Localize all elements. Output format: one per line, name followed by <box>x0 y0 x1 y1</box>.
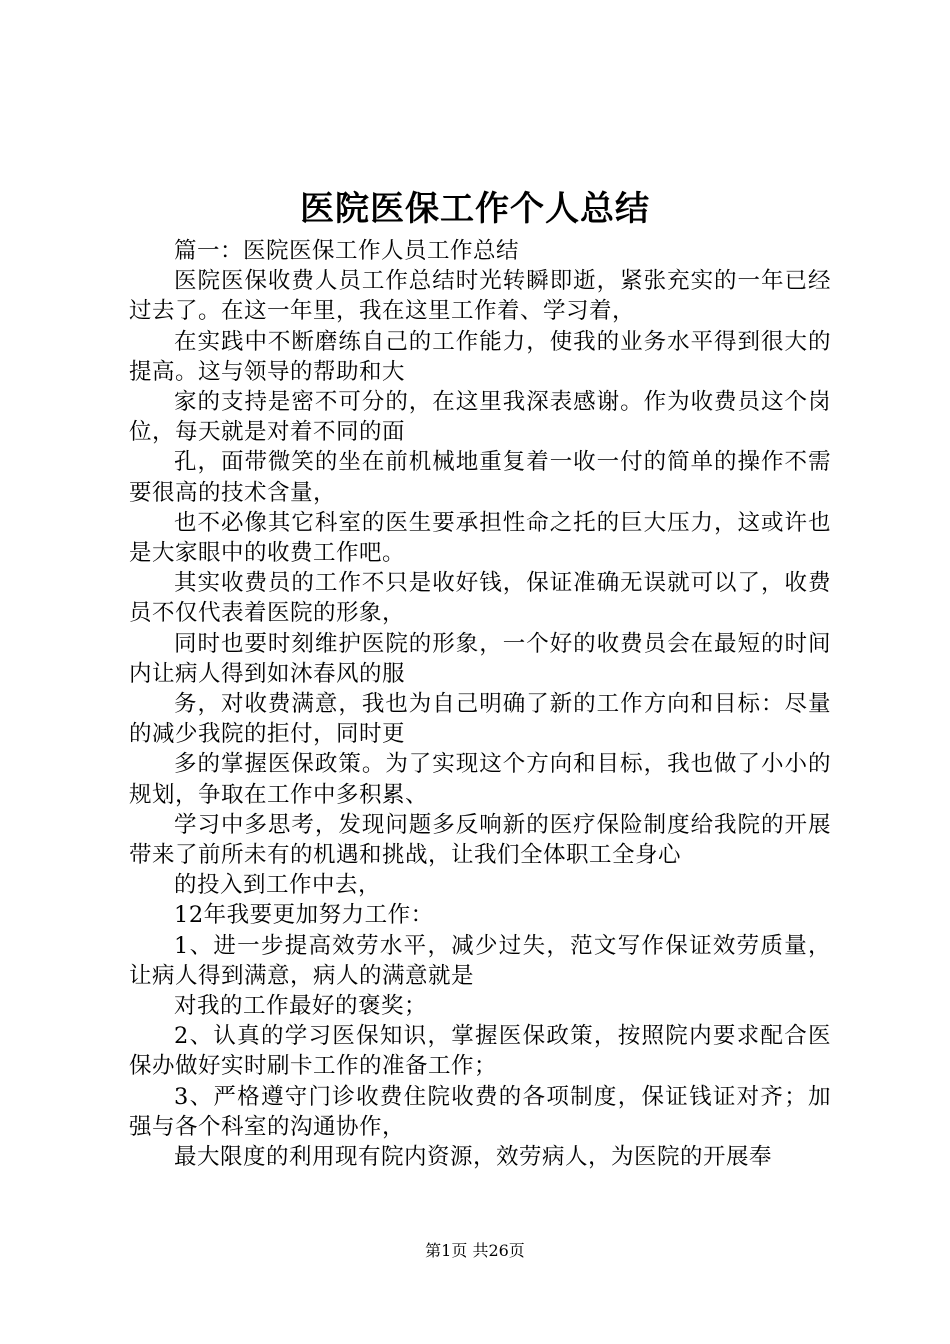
paragraph: 孔，面带微笑的坐在前机械地重复着一收一付的简单的操作不需要很高的技术含量， <box>129 449 831 506</box>
paragraph: 最大限度的利用现有院内资源，效劳病人，为医院的开展奉 <box>174 1144 773 1171</box>
paragraph: 的投入到工作中去， <box>174 872 382 899</box>
paragraph: 12年我要更加努力工作： <box>174 902 434 929</box>
paragraph: 对我的工作最好的褒奖； <box>174 993 428 1020</box>
page-number: 第1页 共26页 <box>425 1241 525 1260</box>
paragraph: 其实收费员的工作不只是收好钱，保证准确无误就可以了，收费员不仅代表着医院的形象， <box>129 570 831 627</box>
paragraph: 务，对收费满意，我也为自己明确了新的工作方向和目标：尽量的减少我院的拒付，同时更 <box>129 691 831 748</box>
paragraph: 1、进一步提高效劳水平，减少过失，范文写作保证效劳质量，让病人得到满意，病人的满意就是 <box>129 932 831 989</box>
paragraph: 同时也要时刻维护医院的形象，一个好的收费员会在最短的时间内让病人得到如沐春风的服 <box>129 630 831 687</box>
paragraph: 篇一：医院医保工作人员工作总结 <box>174 238 520 264</box>
paragraph: 在实践中不断磨练自己的工作能力，使我的业务水平得到很大的提高。这与领导的帮助和大 <box>129 328 831 385</box>
document-title: 医院医保工作个人总结 <box>300 189 650 229</box>
paragraph: 3、严格遵守门诊收费住院收费的各项制度，保证钱证对齐；加强与各个科室的沟通协作， <box>129 1083 831 1140</box>
paragraph: 家的支持是密不可分的，在这里我深表感谢。作为收费员这个岗位，每天就是对着不同的面 <box>129 389 831 446</box>
paragraph: 2、认真的学习医保知识，掌握医保政策，按照院内要求配合医保办做好实时刷卡工作的准备工作； <box>129 1023 831 1080</box>
document-body <box>129 236 831 1172</box>
paragraph: 医院医保收费人员工作总结时光转瞬即逝，紧张充实的一年已经过去了。在这一年里，我在这里工作着、学习着， <box>129 268 831 325</box>
paragraph: 学习中多思考，发现问题多反响新的医疗保险制度给我院的开展带来了前所未有的机遇和挑战，让我们全体职工全身心 <box>129 811 831 869</box>
paragraph: 也不必像其它科室的医生要承担性命之托的巨大压力，这或许也是大家眼中的收费工作吧。 <box>129 509 831 567</box>
paragraph: 多的掌握医保政策。为了实现这个方向和目标，我也做了小小的规划，争取在工作中多积累、 <box>129 751 831 808</box>
